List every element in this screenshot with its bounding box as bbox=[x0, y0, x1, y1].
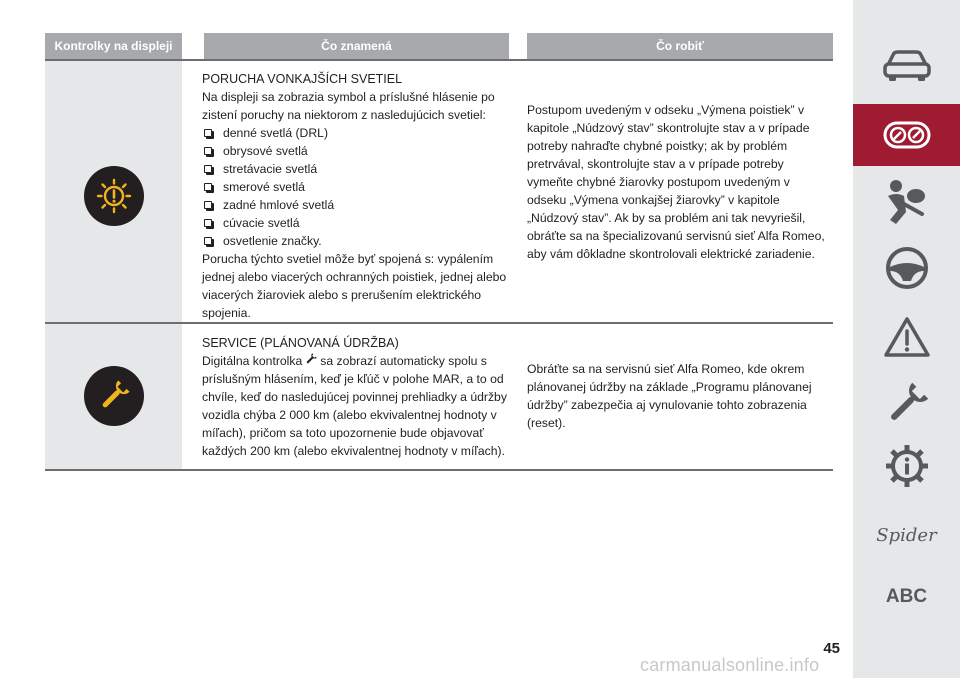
list-item: zadné hmlové svetlá bbox=[202, 196, 507, 214]
meaning-cell-row-2 bbox=[202, 334, 507, 460]
list-item: cúvacie svetlá bbox=[202, 214, 507, 232]
header-meaning: Čo znamená bbox=[204, 33, 509, 59]
list-item: stretávacie svetlá bbox=[202, 160, 507, 178]
chapter-sidebar bbox=[853, 0, 960, 678]
light-list bbox=[202, 124, 507, 250]
header-displays: Kontrolky na displeji bbox=[45, 33, 182, 59]
sidebar-item-car[interactable] bbox=[853, 35, 960, 95]
row-2-text bbox=[202, 352, 507, 460]
list-item: smerové svetlá bbox=[202, 178, 507, 196]
meaning-cell-row-1 bbox=[202, 70, 507, 322]
row-2-action: Obráťte sa na servisnú sieť Alfa Romeo, kde okrem plánovanej údržby na základe „Programu plánovanej údržby” zabezpečia aj vynulovanie tohto zobrazenia (reset). bbox=[527, 362, 812, 430]
airbag-person-icon bbox=[882, 178, 932, 226]
sidebar-item-dashboard[interactable] bbox=[853, 104, 960, 166]
row-1-title: PORUCHA VONKAJŠÍCH SVETIEL bbox=[202, 72, 403, 86]
car-icon bbox=[882, 47, 932, 83]
row-1-intro: Na displeji sa zobrazia symbol a príslušné hlásenie po zistení poruchy na niektorom z nasledujúcich svetiel: bbox=[202, 90, 495, 122]
sidebar-item-warning[interactable] bbox=[853, 308, 960, 366]
list-item: denné svetlá (DRL) bbox=[202, 124, 507, 142]
row-1-outro: Porucha týchto svetiel môže byť spojená s: vypálením jednej alebo viacerých ochranných poistiek, jednej alebo viacerých žiaroviek alebo s prerušením elektrického spojenia. bbox=[202, 252, 507, 320]
exterior-light-fault-icon bbox=[84, 166, 144, 226]
watermark: carmanualsonline.info bbox=[640, 655, 820, 675]
sidebar-item-index[interactable]: ABC bbox=[885, 586, 928, 607]
sidebar-item-spider[interactable]: Spider bbox=[876, 524, 937, 546]
info-gear-icon bbox=[884, 443, 930, 489]
page-number: 45 bbox=[823, 640, 840, 657]
sidebar-item-technical-data[interactable] bbox=[853, 438, 960, 494]
sidebar-item-safety[interactable] bbox=[853, 172, 960, 232]
wrench-icon bbox=[882, 379, 932, 429]
service-wrench-icon bbox=[84, 366, 144, 426]
row-2-text-pre: Digitálna kontrolka bbox=[202, 354, 303, 368]
action-cell-row-2 bbox=[527, 360, 827, 432]
sidebar-item-service[interactable] bbox=[853, 374, 960, 434]
wrench-icon bbox=[304, 352, 318, 366]
action-cell-row-1 bbox=[527, 101, 827, 263]
list-item: obrysové svetlá bbox=[202, 142, 507, 160]
dashboard-icon bbox=[882, 118, 932, 152]
steering-wheel-icon bbox=[884, 245, 930, 291]
warning-triangle-icon bbox=[883, 315, 931, 359]
row-1-action: Postupom uvedeným v odseku „Výmena poistiek” v kapitole „Núdzový stav” skontrolujte stav a v prípade potreby nahraďte chybné poistky; ak by problém pretrvával, skontrolujte stav a v prípade potreby vymeňte chybné žiarovky postupom uvedeným v odseku „Výmena vonkajšej žiarovky” v kapitole „Núdzový stav”. Ak by sa problém ani tak nevyriešil, obráťte sa na špecializovanú servisnú sieť Alfa Romeo, aby vám dôkladne skontrolovali elektrické zariadenie. bbox=[527, 103, 825, 261]
table-bottom-rule bbox=[45, 469, 833, 471]
sidebar-item-steering[interactable] bbox=[853, 238, 960, 298]
header-action: Čo robiť bbox=[527, 33, 833, 59]
list-item: osvetlenie značky. bbox=[202, 232, 507, 250]
row-2-title: SERVICE (PLÁNOVANÁ ÚDRŽBA) bbox=[202, 336, 399, 350]
row-2-text-post: sa zobrazí automaticky spolu s príslušným hlásením, keď je kľúč v polohe MAR, a to od chvíle, keď do nasledujúcej povinnej prehliadky a údržby vozidla chýba 2 000 km (alebo ekvivalentnej hodnoty v míľach), pričom sa toto upozornenie bude objavovať každých 200 km (alebo ekvivalentnej hodnoty v míľach). bbox=[202, 354, 507, 458]
